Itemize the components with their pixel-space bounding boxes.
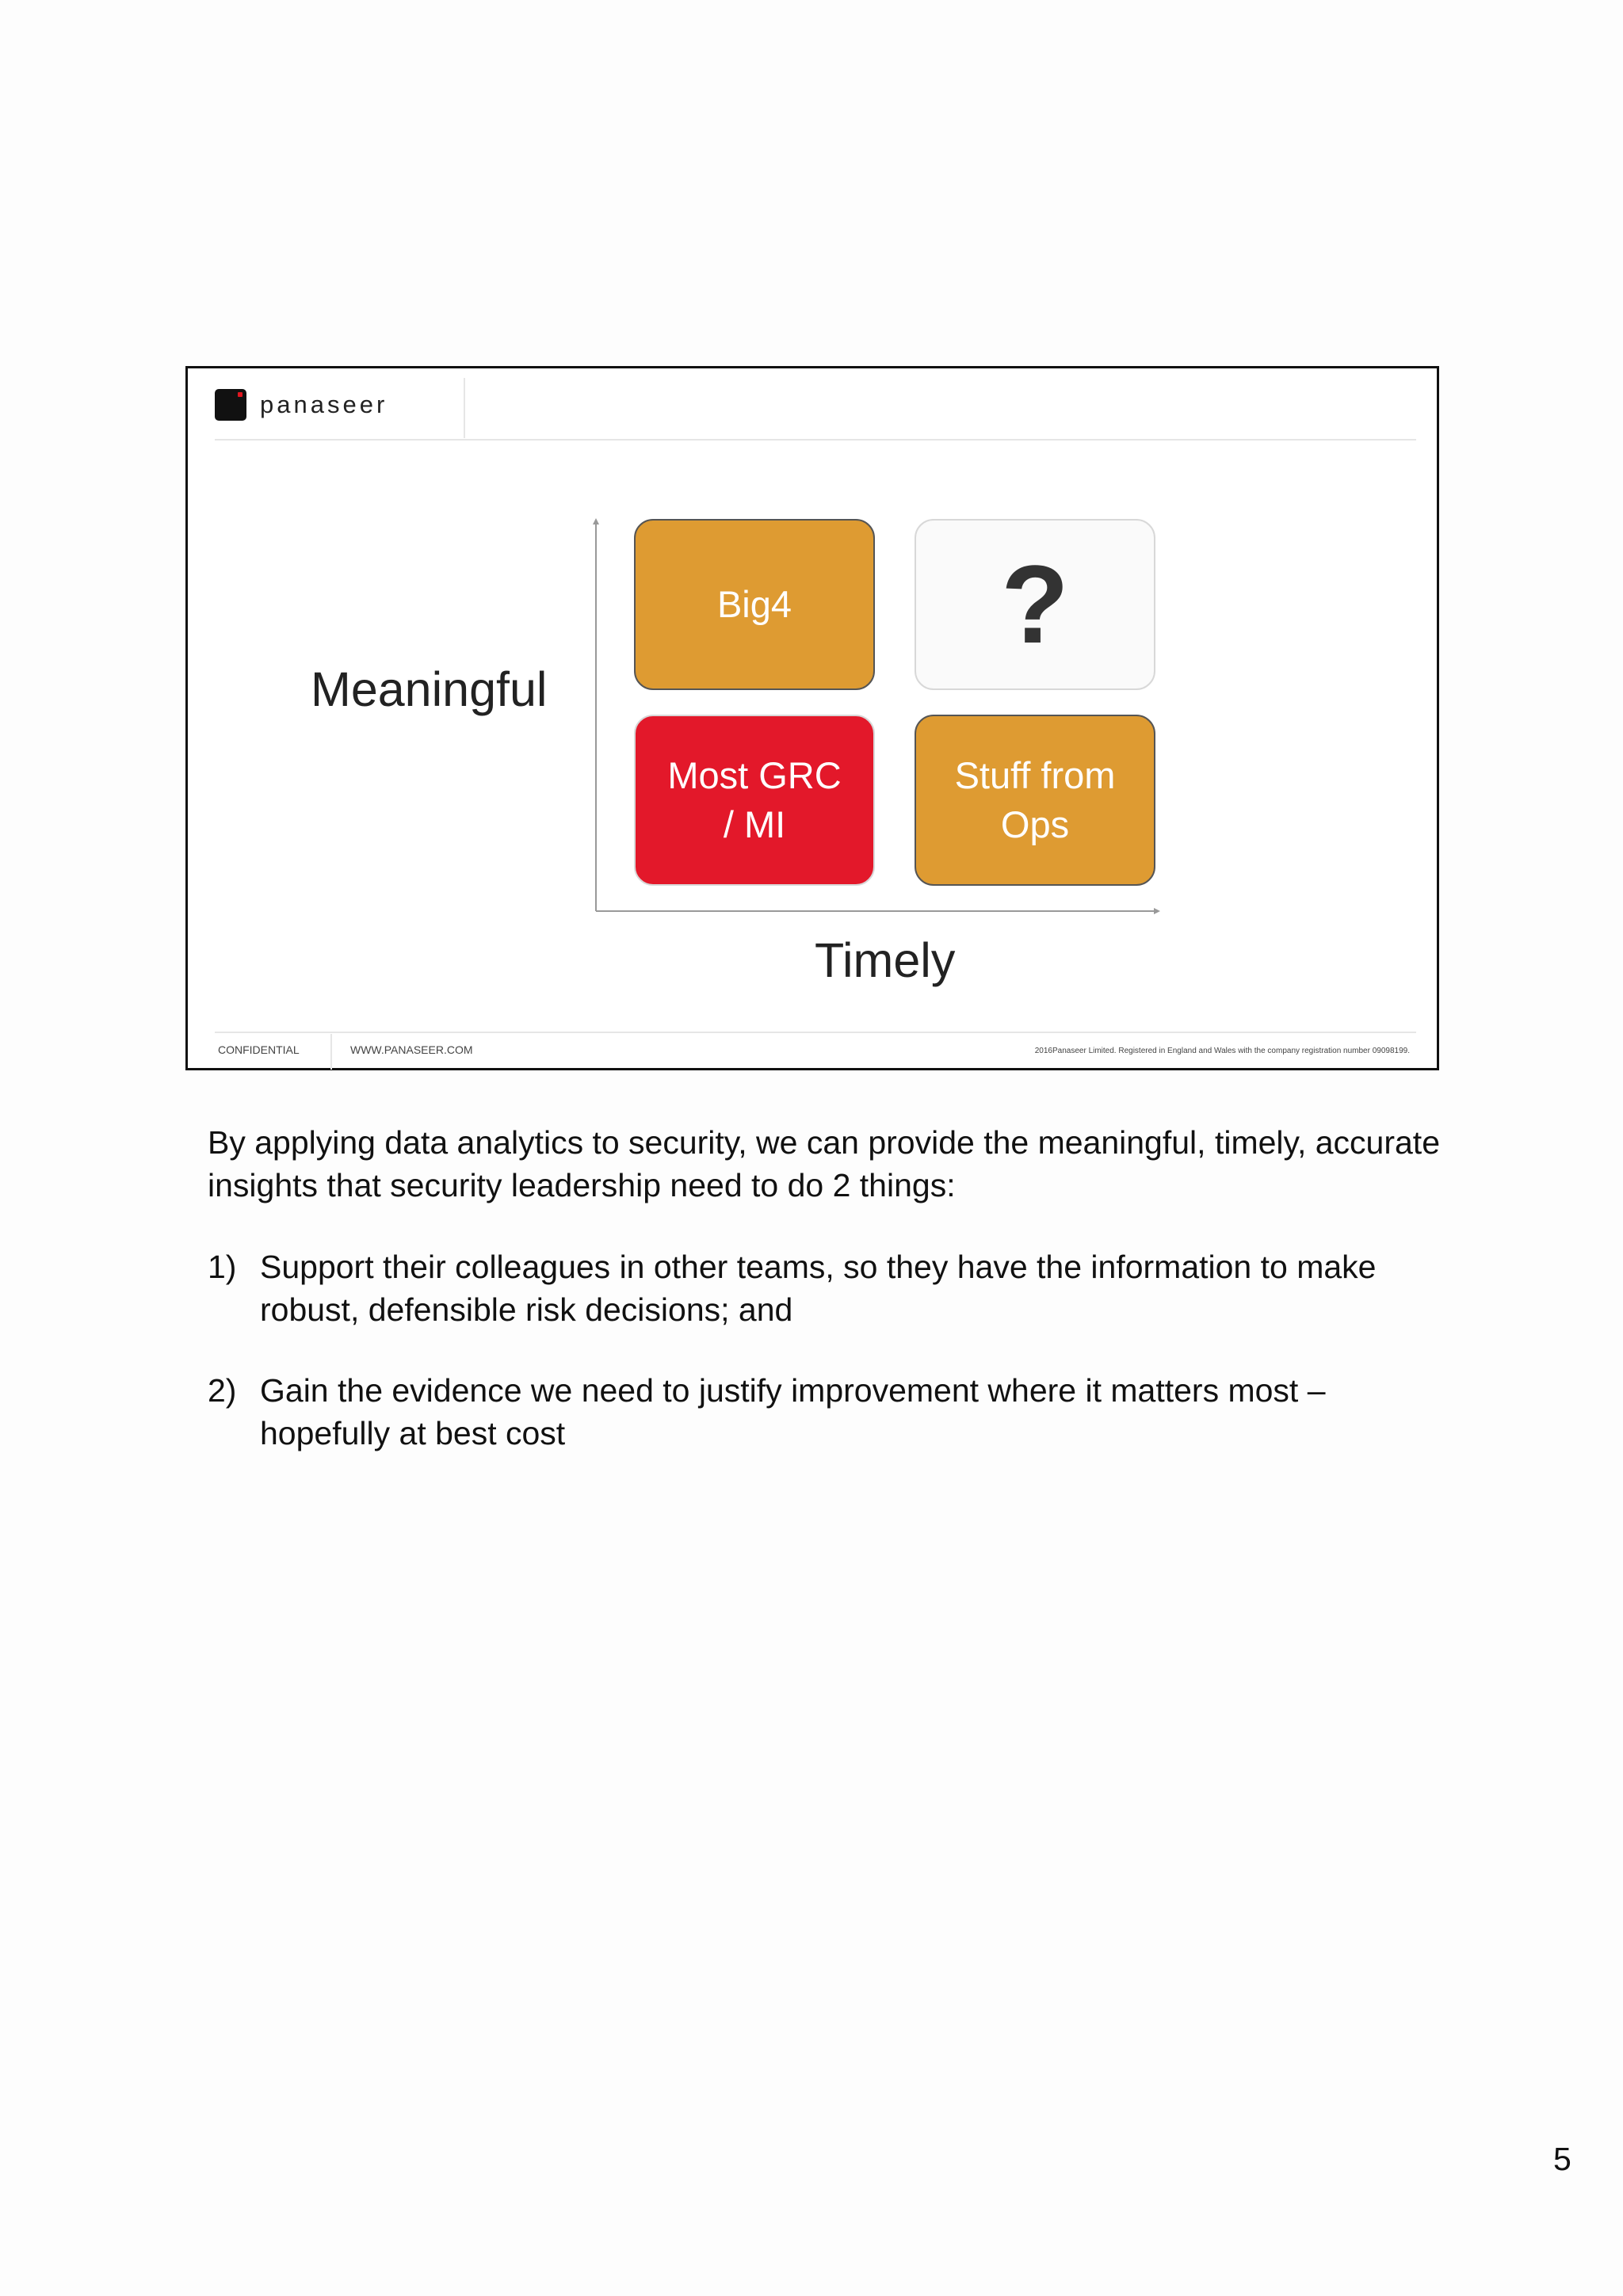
footer-divider [330,1034,332,1070]
quadrant-ops-line2: Ops [1000,803,1070,845]
quadrant-most-grc-line2: / MI [723,803,786,845]
footer-website: WWW.PANASEER.COM [350,1043,473,1056]
list-item-1-text [260,1245,1449,1331]
quadrant-ops-line1: Stuff from [954,754,1116,796]
footer-copyright: 2016Panaseer Limited. Registered in England and Wales with the company registration number 09098199. [1034,1047,1410,1055]
list-item-1-line1: Support their colleagues in other teams, so they have the information to make [260,1249,1377,1285]
list-item-2-number: 2) [208,1372,237,1409]
list-item-2-line1: Gain the evidence we need to justify improvement where it matters most – [260,1372,1326,1409]
footer-confidential: CONFIDENTIAL [218,1043,300,1056]
quadrant-stuff-from-ops [915,715,1155,886]
list-item-1-line2: robust, defensible risk decisions; and [260,1291,793,1328]
slide-thumbnail [185,366,1439,1070]
question-mark-label: ? [1001,542,1069,666]
x-axis-label: Timely [815,933,956,987]
notes-intro [208,1121,1440,1207]
quadrant-big4 [634,519,875,690]
list-item-1-number: 1) [208,1249,237,1285]
quadrant-most-grc [634,715,875,886]
quadrant-big4-label: Big4 [716,583,792,625]
footer-rule [215,1032,1416,1033]
y-axis-label: Meaningful [311,662,548,716]
page-number: 5 [1553,2141,1571,2177]
x-axis-arrow [1154,908,1160,914]
notes-intro-line1: By applying data analytics to security, we can provide the meaningful, timely, accurate [208,1124,1440,1161]
notes-intro-line2: insights that security leadership need to do 2 things: [208,1167,956,1203]
y-axis-arrow [593,518,599,524]
quadrant-most-grc-line1: Most GRC [667,754,842,796]
quadrant-unknown [915,519,1155,690]
logo-text: panaseer [260,391,388,418]
list-item-2-line2: hopefully at best cost [260,1415,566,1451]
list-item-2-text [260,1369,1449,1455]
